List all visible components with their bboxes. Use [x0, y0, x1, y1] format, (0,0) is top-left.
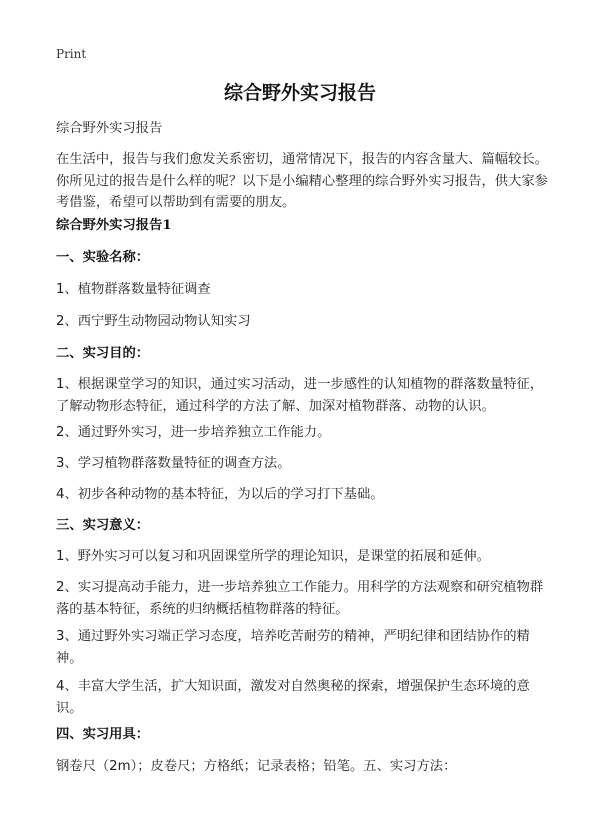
section-2-item-2: 2、通过野外实习，进一步培养独立工作能力。: [56, 425, 331, 440]
section-4-item-1: 钢卷尺（2m）；皮卷尺；方格纸；记录表格；铅笔。五、实习方法：: [56, 759, 457, 774]
section-3-item-4: 4、丰富大学生活，扩大知识面，激发对自然奥秘的探索，增强保护生态环境的意识。: [56, 679, 530, 716]
section-heading-1: 一、实验名称：: [56, 250, 150, 265]
section-3-item-2: 2、实习提高动手能力，进一步培养独立工作能力。用科学的方法观察和研究植物群落的基本特征，系统的归纳概括植物群落的特征。: [56, 580, 544, 617]
section-2-item-4: 4、初步各种动物的基本特征，为以后的学习打下基础。: [56, 487, 384, 502]
section-3-item-1: 1、野外实习可以复习和巩固课堂所学的理论知识，是课堂的拓展和延伸。: [56, 549, 490, 564]
print-label: Print: [56, 47, 87, 61]
section-3-item-3: 3、通过野外实习端正学习态度，培养吃苦耐劳的精神，严明纪律和团结协作的精神。: [56, 629, 530, 666]
section-heading-2: 二、实习目的：: [56, 346, 150, 361]
section-heading-4: 四、实习用具：: [56, 727, 150, 742]
report-heading: 综合野外实习报告1: [56, 218, 172, 233]
page-title: 综合野外实习报告: [223, 82, 376, 104]
section-2-item-3: 3、学习植物群落数量特征的调查方法。: [56, 456, 291, 471]
intro-paragraph: 在生活中，报告与我们愈发关系密切，通常情况下，报告的内容含量大、篇幅较长。你所见过的报告是什么样的呢？以下是小编精心整理的综合野外实习报告，供大家参考借鉴，希望可以帮助到有需要的朋友。: [56, 152, 548, 210]
section-1-item-1: 1、植物群落数量特征调查: [56, 282, 211, 297]
subtitle: 综合野外实习报告: [56, 121, 163, 136]
section-heading-3: 三、实习意义：: [56, 518, 150, 533]
section-2-item-1: 1、根据课堂学习的知识，通过实习活动，进一步感性的认知植物的群落数量特征，了解动物形态特征，通过科学的方法了解、加深对植物群落、动物的认识。: [56, 377, 544, 414]
section-1-item-2: 2、西宁野生动物园动物认知实习: [56, 314, 251, 329]
